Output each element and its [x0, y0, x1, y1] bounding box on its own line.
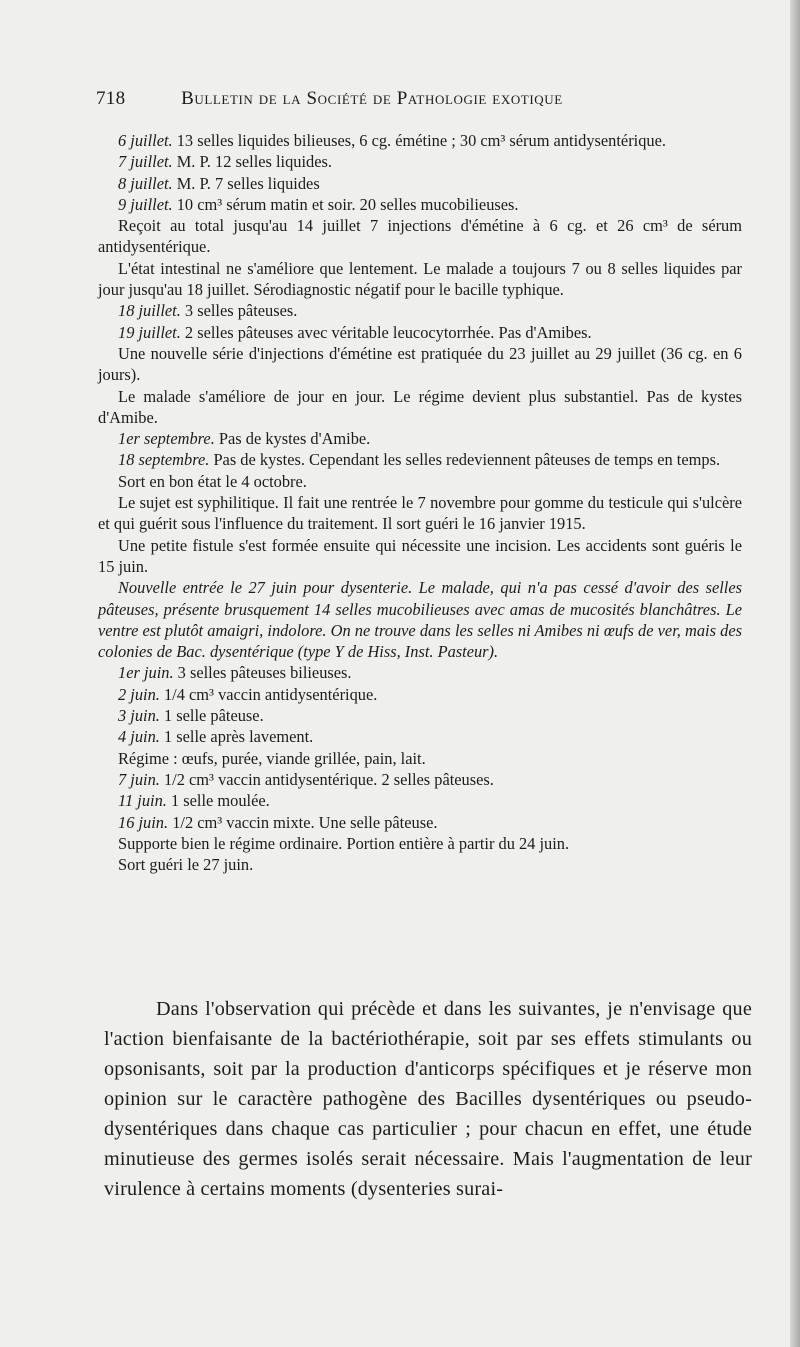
note-line: Le sujet est syphilitique. Il fait une rentrée le 7 novembre pour gomme du testicule qui s'ulcère et qui guérit sous l'influence du traitement. Il sort guéri le 16 janvier 1915. [98, 493, 742, 534]
note-line: 16 juin. 1/2 cm³ vaccin mixte. Une selle pâteuse. [118, 812, 438, 832]
note-line: 4 juin. 1 selle après lavement. [118, 727, 314, 747]
page-number: 718 [96, 88, 126, 109]
note-line: 1er septembre. Pas de kystes d'Amibe. [118, 429, 371, 449]
note-line: Reçoit au total jusqu'au 14 juillet 7 injections d'émétine à 6 cg. et 26 cm³ de sérum antidysentérique. [98, 216, 742, 257]
page-edge [790, 0, 800, 1347]
note-line: 19 juillet. 2 selles pâteuses avec véritable leucocytorrhée. Pas d'Amibes. [118, 322, 592, 342]
running-header [96, 88, 736, 110]
note-line: Une nouvelle série d'injections d'émétine est pratiquée du 23 juillet au 29 juillet (36 cg. en 6 jours). [98, 343, 742, 385]
readmission-paragraph: Nouvelle entrée le 27 juin pour dysenterie. Le malade, qui n'a pas cessé d'avoir des selles pâteuses, présente brusquement 14 selles mucobilieuses avec amas de mucosités blanchâtres. Le ventre est plutôt amaigri, indolore. On ne trouve dans les selles ni Amibes ni œufs de ver, mais des colonies de Bac. dysentérique (type Y de Hiss, Inst. Pasteur). [98, 578, 742, 662]
note-line: 1er juin. 3 selles pâteuses bilieuses. [118, 663, 352, 683]
note-line: 2 juin. 1/4 cm³ vaccin antidysentérique. [118, 684, 378, 704]
note-line: 7 juillet. M. P. 12 selles liquides. [118, 152, 333, 172]
body-paragraph: Dans l'observation qui précède et dans les suivantes, je n'envisage que l'action bienfaisante de la bactériothérapie, soit par ses effets stimulants ou opsonisants, soit par la production d'anticorps spécifiques et je réserve mon opinion sur le caractère pathogène des Bacilles dysentériques ou pseudo-dysentériques dans chaque cas particulier ; pour chacun en effet, une étude minutieuse des germes isolés serait nécessaire. Mais l'augmentation de leur virulence à certains moments (dysenteries surai- [104, 998, 752, 1200]
note-line: Régime : œufs, purée, viande grillée, pain, lait. [118, 748, 426, 768]
clinical-notes [98, 130, 742, 875]
note-line: Supporte bien le régime ordinaire. Portion entière à partir du 24 juin. [118, 833, 570, 853]
note-line: 11 juin. 1 selle moulée. [118, 791, 270, 811]
note-line: Sort en bon état le 4 octobre. [118, 471, 307, 491]
note-line: 18 septembre. Pas de kystes. Cependant les selles redeviennent pâteuses de temps en temps. [118, 450, 721, 470]
note-line: 7 juin. 1/2 cm³ vaccin antidysentérique. 2 selles pâteuses. [118, 769, 494, 789]
note-line: 9 juillet. 10 cm³ sérum matin et soir. 20 selles mucobilieuses. [118, 194, 519, 214]
note-line: L'état intestinal ne s'améliore que lentement. Le malade a toujours 7 ou 8 selles liquides par jour jusqu'au 18 juillet. Sérodiagnostic négatif pour le bacille typhique. [98, 258, 742, 300]
note-line: 6 juillet. 13 selles liquides bilieuses, 6 cg. émétine ; 30 cm³ sérum antidysentérique. [118, 131, 666, 150]
note-line: 8 juillet. M. P. 7 selles liquides [118, 173, 320, 193]
note-line: Une petite fistule s'est formée ensuite qui nécessite une incision. Les accidents sont guéris le 15 juin. [98, 535, 742, 576]
journal-title: Bulletin de la Société de Pathologie exotique [181, 88, 563, 109]
note-line: 18 juillet. 3 selles pâteuses. [118, 301, 298, 321]
discussion-text [104, 994, 752, 1204]
note-line: Sort guéri le 27 juin. [118, 855, 254, 875]
note-line: 3 juin. 1 selle pâteuse. [118, 706, 264, 726]
note-line: Le malade s'améliore de jour en jour. Le régime devient plus substantiel. Pas de kystes d'Amibe. [98, 386, 742, 427]
